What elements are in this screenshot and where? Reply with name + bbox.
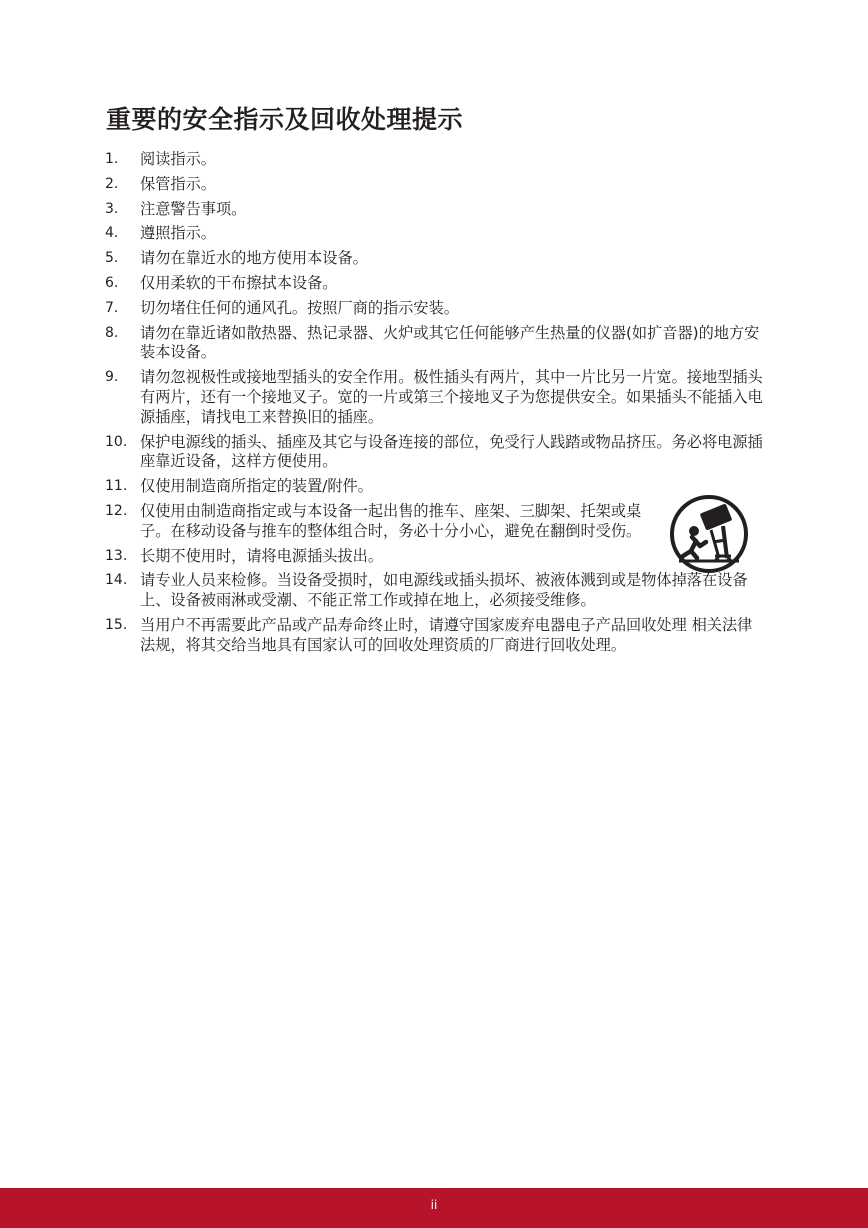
item-number: 7. [105, 299, 119, 316]
item-number: 10. [105, 433, 128, 450]
item-number: 6. [105, 274, 119, 291]
item-number: 3. [105, 200, 119, 217]
item-number: 8. [105, 324, 119, 341]
item-text: 请勿在靠近水的地方使用本设备。 [140, 249, 368, 268]
list-item [105, 477, 765, 497]
item-text: 仅使用由制造商指定或与本设备一起出售的推车、座架、三脚架、托架或桌子。在移动设备与推车的整体组合时，务必十分小心，避免在翻倒时受伤。 [140, 501, 642, 540]
item-text: 当用户不再需要此产品或产品寿命终止时，请遵守国家废弃电器电子产品回收处理 相关法律法规，将其交给当地具有国家认可的回收处理资质的厂商进行回收处理。 [140, 615, 753, 654]
item-number: 1. [105, 151, 119, 167]
list-item [105, 368, 765, 427]
item-text: 请专业人员来检修。当设备受损时，如电源线或插头损坏、被液体溅到或是物体掉落在设备上、设备被雨淋或受潮、不能正常工作或掉在地上，必须接受维修。 [140, 571, 748, 610]
footer-bar [0, 1188, 868, 1228]
page-number: ii [430, 1198, 438, 1212]
item-number: 12. [105, 502, 128, 519]
item-text: 保护电源线的插头、插座及其它与设备连接的部位，免受行人践踏或物品挤压。务必将电源插座靠近设备，这样方便使用。 [140, 432, 763, 471]
item-number: 2. [105, 175, 119, 192]
list-item [105, 571, 765, 611]
list-item [105, 224, 765, 244]
list-item [105, 547, 765, 567]
item-number: 5. [105, 250, 119, 267]
item-number: 9. [105, 369, 119, 386]
list-item [105, 324, 765, 364]
item-text: 请勿在靠近诸如散热器、热记录器、火炉或其它任何能够产生热量的仪器(如扩音器)的地方安装本设备。 [140, 323, 760, 362]
item-number: 4. [105, 225, 119, 242]
item-text: 长期不使用时，请将电源插头拔出。 [140, 546, 383, 565]
list-item [105, 616, 765, 656]
item-number: 15. [105, 616, 128, 633]
item-text: 仅使用制造商所指定的装置/附件。 [140, 477, 373, 496]
item-text: 注意警告事项。 [140, 199, 247, 218]
list-item [105, 150, 765, 170]
list-item [105, 200, 765, 220]
item-text: 仅用柔软的干布擦拭本设备。 [140, 273, 338, 292]
item-text: 切勿堵住任何的通风孔。按照厂商的指示安装。 [140, 298, 459, 317]
item-text: 阅读指示。 [140, 150, 216, 168]
list-item [105, 433, 765, 473]
item-number: 13. [105, 547, 128, 564]
list-item [105, 249, 765, 269]
list-item [105, 274, 765, 294]
safety-instructions-list [105, 150, 765, 661]
item-number: 11. [105, 478, 128, 495]
list-item [105, 299, 765, 319]
item-text: 保管指示。 [140, 174, 216, 193]
page-title: 重要的安全指示及回收处理提示 [106, 105, 464, 134]
item-text: 请勿忽视极性或接地型插头的安全作用。极性插头有两片，其中一片比另一片宽。接地型插头有两片，还有一个接地叉子。宽的一片或第三个接地叉子为您提供安全。如果插头不能插入电源插座，请找电工来替换旧的插座。 [140, 368, 763, 426]
item-number: 14. [105, 572, 128, 589]
list-item [105, 502, 765, 542]
list-item [105, 175, 765, 195]
item-text: 遵照指示。 [140, 224, 216, 243]
